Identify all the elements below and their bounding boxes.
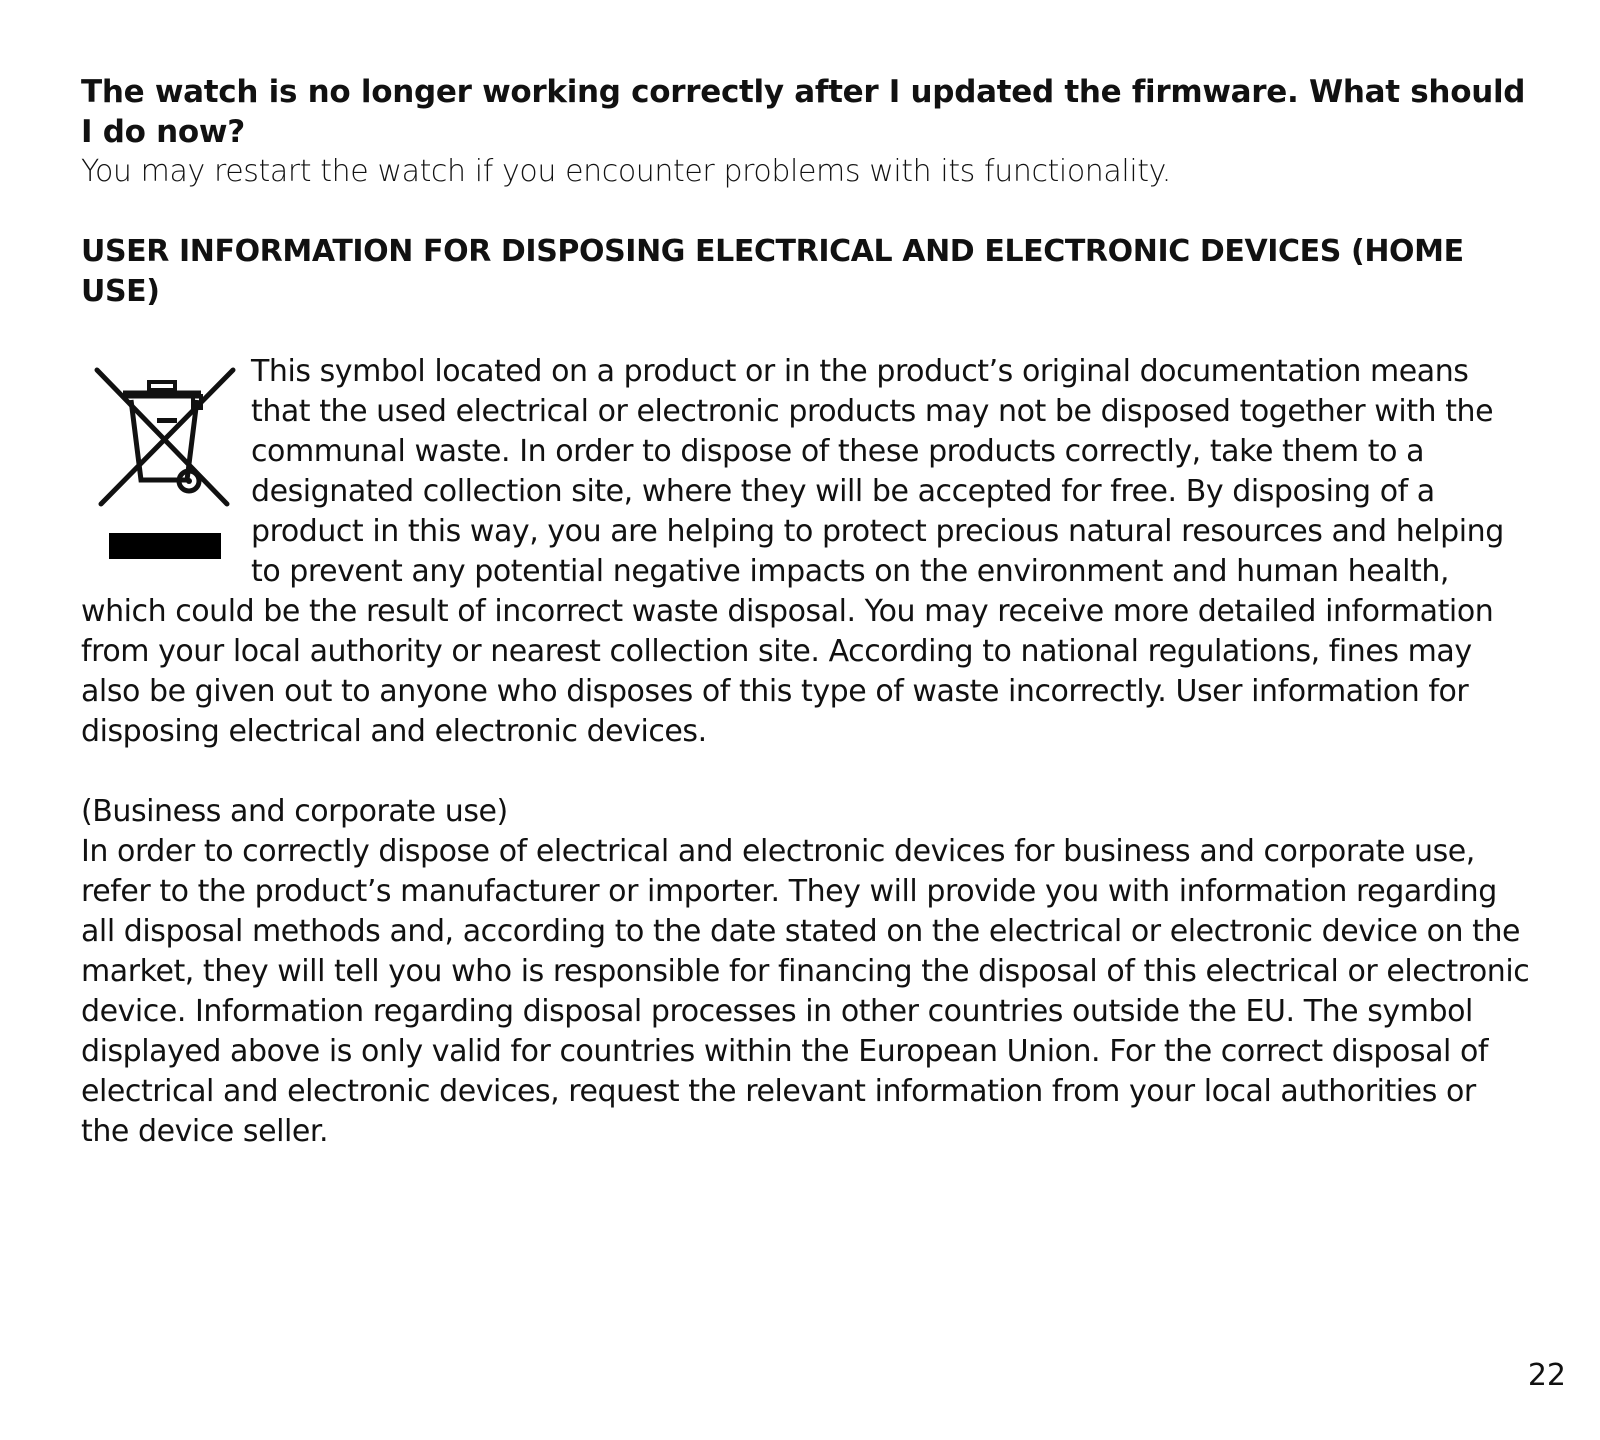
crossed-out-wheelie-bin-icon (81, 352, 251, 592)
document-page (81, 72, 1531, 1152)
disposal-home-text: This symbol located on a product or in the product’s original documentation means that the used electrical or electronic products may not be disposed together with the communal waste. In order to dispose of these products correctly, take them to a designated collection site, where they will be accepted for free. By disposing of a product in this way, you are helping to protect precious natural resources and helping to prevent any potential negative impacts on the environment and human health, which could be the result of incorrect waste disposal. You may receive more detailed information from your local authority or nearest collection site. According to national regulations, fines may also be given out to anyone who disposes of this type of waste incorrectly. User information for disposing electrical and electronic devices. (81, 354, 1504, 749)
section-heading-disposal: USER INFORMATION FOR DISPOSING ELECTRICAL AND ELECTRONIC DEVICES (HOME USE) (81, 234, 1464, 309)
business-section (81, 792, 1531, 1152)
faq-answer: You may restart the watch if you encounter problems with its functionality. (81, 154, 1171, 189)
weee-section (81, 352, 1531, 752)
faq-question: The watch is no longer working correctly after I updated the firmware. What should I do now? (81, 74, 1526, 150)
business-title: (Business and corporate use) (81, 794, 508, 829)
page-number: 22 (1527, 1358, 1566, 1393)
business-text: In order to correctly dispose of electrical and electronic devices for business and corporate use, refer to the product’s manufacturer or importer. They will provide you with information regarding all disposal methods and, according to the date stated on the electrical or electronic device on the market, they will tell you who is responsible for financing the disposal of this electrical or electronic device. Information regarding disposal processes in other countries outside the EU. The symbol displayed above is only valid for countries within the European Union. For the correct disposal of electrical and electronic devices, request the relevant information from your local authorities or the device seller. (81, 834, 1530, 1149)
